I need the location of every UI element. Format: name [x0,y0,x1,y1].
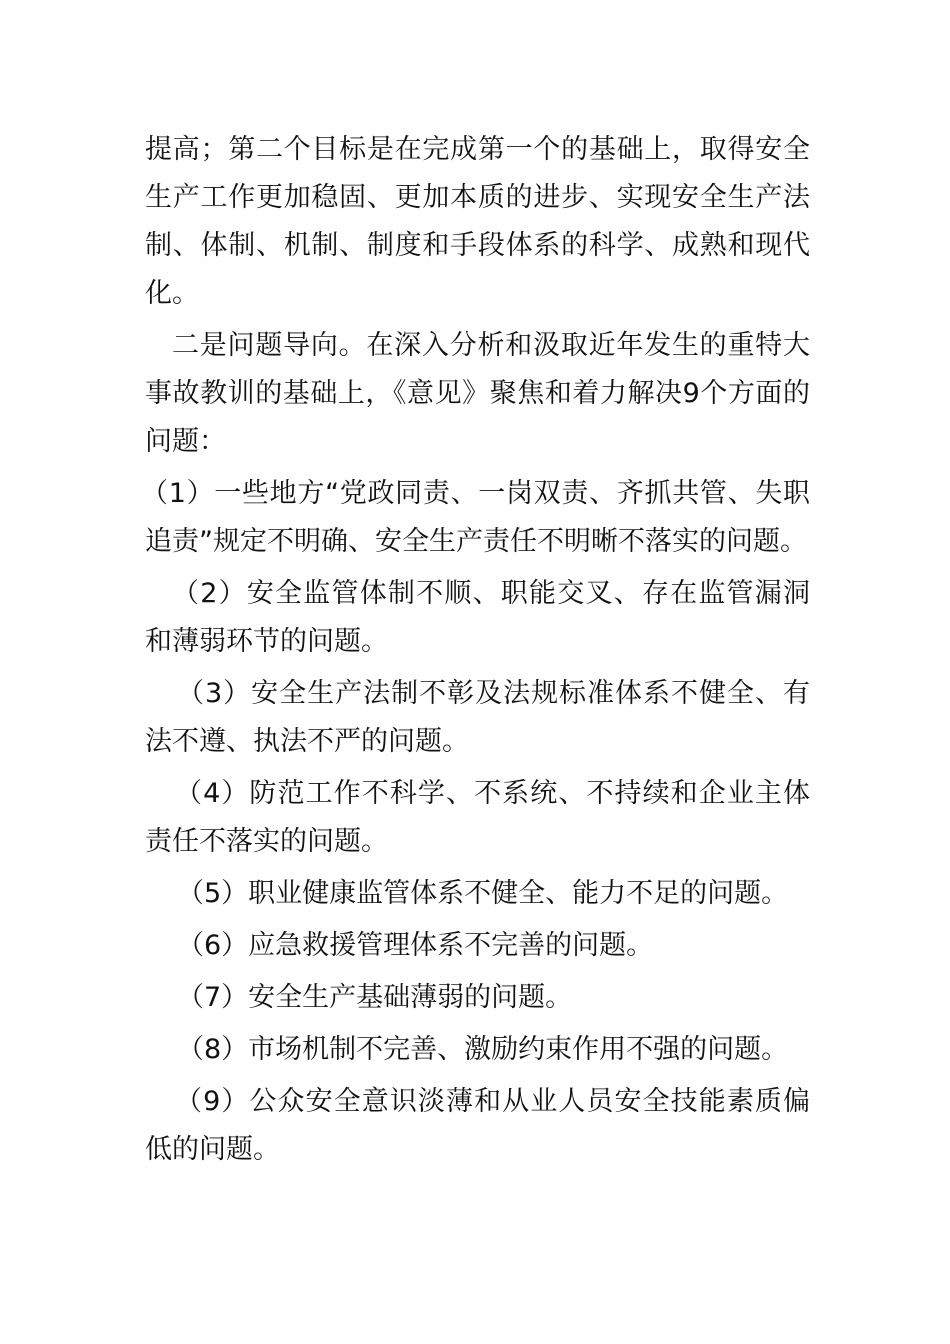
problem-item-5: （5）职业健康监管体系不健全、能力不足的问题。 [177,878,789,909]
paragraph-problem-orientation: 二是问题导向。在深入分析和汲取近年发生的重特大事故教训的基础上，《意见》聚焦和着力解决9个方面的问题： [145,330,810,457]
problem-item-8: （8）市场机制不完善、激励约束作用不强的问题。 [177,1034,789,1065]
problem-item-7: （7）安全生产基础薄弱的问题。 [177,982,573,1013]
document-body [141,126,810,1178]
problem-item-1: （1）一些地方“党政同责、一岗双责、齐抓共管、失职追责”规定不明确、安全生产责任不明晰不落实的问题。 [141,478,810,557]
problem-item-2: （2）安全监管体制不顺、职能交叉、存在监管漏洞和薄弱环节的问题。 [145,578,810,657]
problem-item-9: （9）公众安全意识淡薄和从业人员安全技能素质偏低的问题。 [145,1086,810,1165]
problem-item-3: （3）安全生产法制不彰及法规标准体系不健全、有法不遵、执法不严的问题。 [145,678,810,757]
problem-item-4: （4）防范工作不科学、不系统、不持续和企业主体责任不落实的问题。 [145,778,810,857]
paragraph-goal-continuation: 提高；第二个目标是在完成第一个的基础上，取得安全生产工作更加稳固、更加本质的进步、实现安全生产法制、体制、机制、制度和手段体系的科学、成熟和现代化。 [145,134,810,309]
problem-item-6: （6）应急救援管理体系不完善的问题。 [177,930,654,961]
